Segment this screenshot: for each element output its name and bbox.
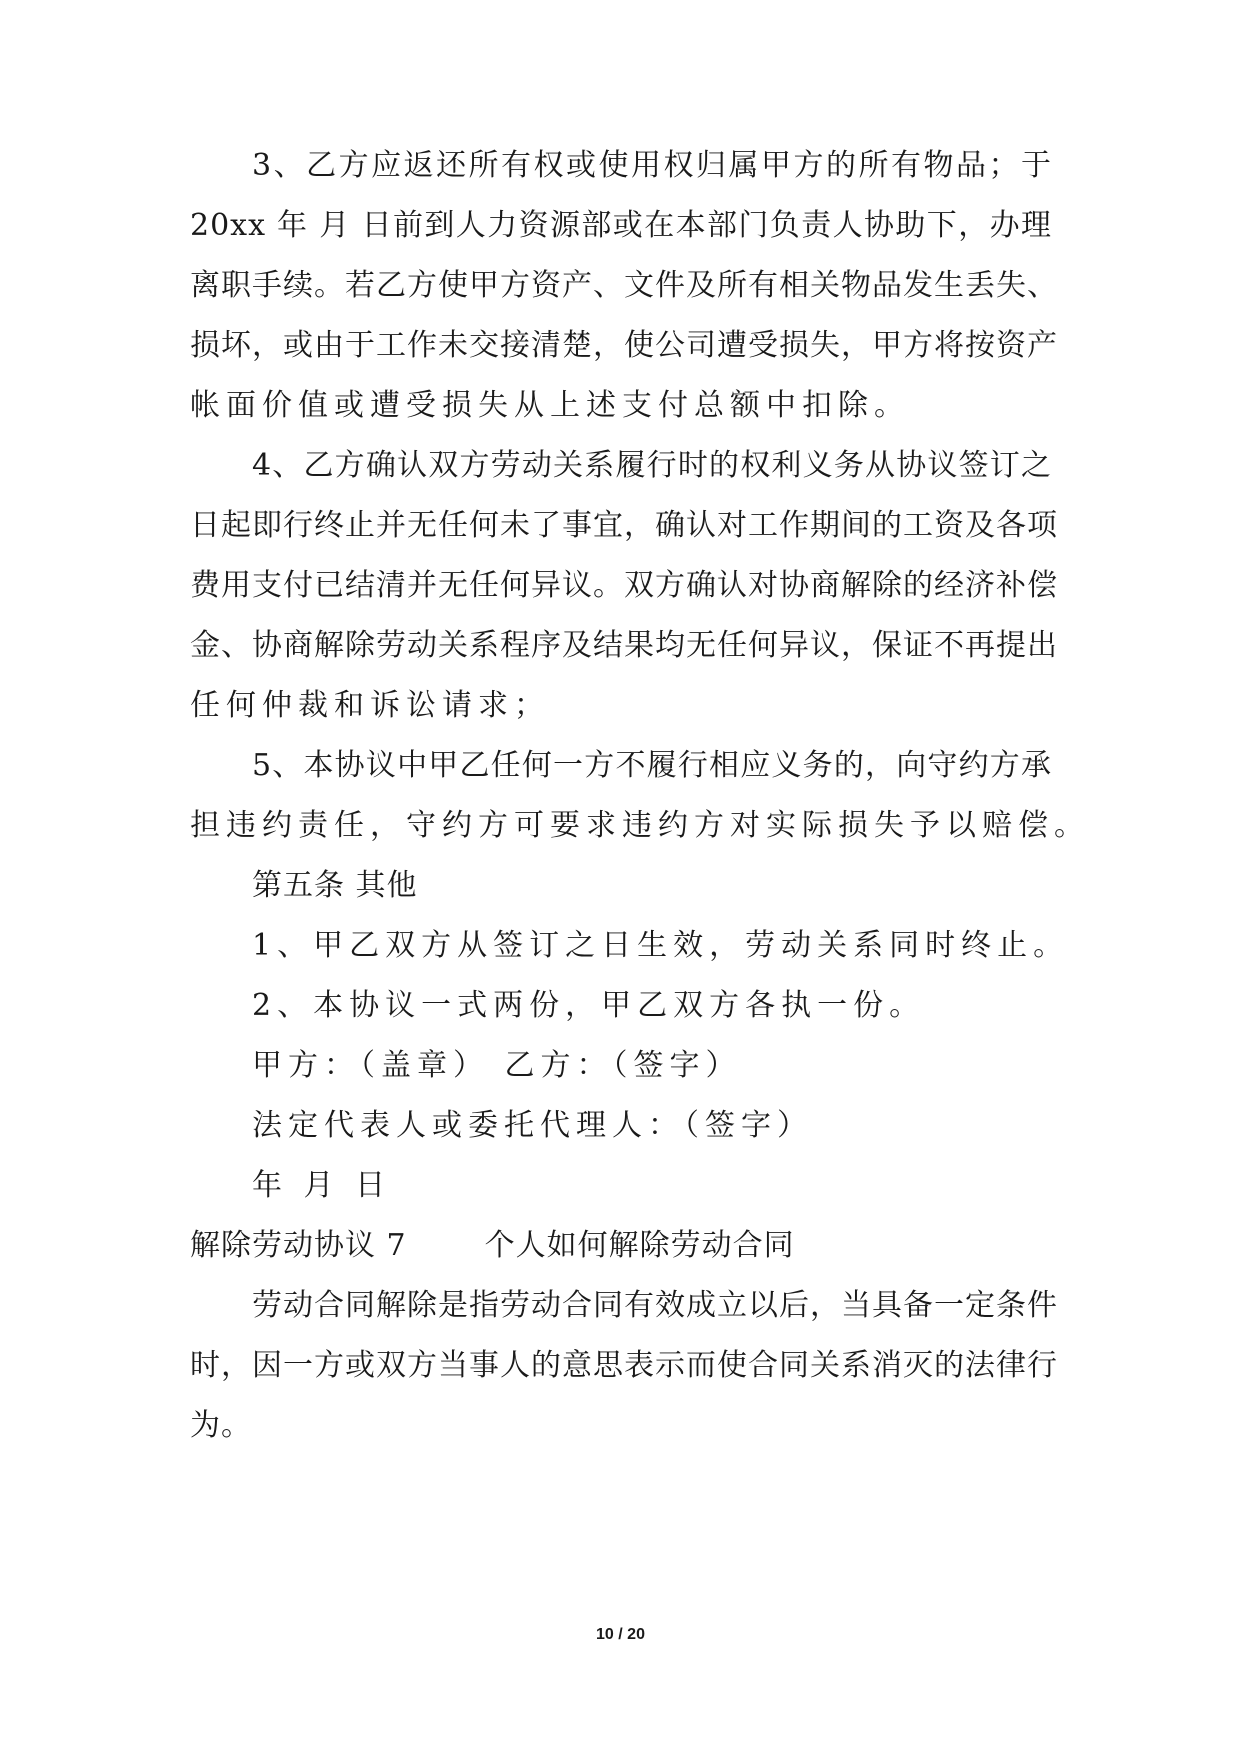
closing-paragraph-line-2: 时，因一方或双方当事人的意思表示而使合同关系消灭的法律行 bbox=[190, 1348, 1058, 1383]
paragraph-4-line-2: 日起即行终止并无任何未了事宜，确认对工作期间的工资及各项 bbox=[190, 508, 1058, 543]
legal-representative-line: 法定代表人或委托代理人：（签字） bbox=[252, 1108, 813, 1143]
paragraph-4-line-4: 金、协商解除劳动关系程序及结果均无任何异议，保证不再提出 bbox=[190, 628, 1058, 663]
paragraph-3-line-2: 20xx 年 月 日前到人力资源部或在本部门负责人协助下，办理 bbox=[190, 208, 1052, 243]
paragraph-5-line-1: 5、本协议中甲乙任何一方不履行相应义务的，向守约方承 bbox=[252, 748, 1052, 783]
closing-paragraph-line-1: 劳动合同解除是指劳动合同有效成立以后，当具备一定条件 bbox=[252, 1288, 1058, 1323]
paragraph-4-line-3: 费用支付已结清并无任何异议。双方确认对协商解除的经济补偿 bbox=[190, 568, 1058, 603]
paragraph-3-line-3: 离职手续。若乙方使甲方资产、文件及所有相关物品发生丢失、 bbox=[190, 268, 1058, 303]
paragraph-3-line-4: 损坏，或由于工作未交接清楚，使公司遭受损失，甲方将按资产 bbox=[190, 328, 1058, 363]
article-5-heading: 第五条 其他 bbox=[252, 868, 418, 903]
page-number: 10 / 20 bbox=[596, 1626, 645, 1643]
closing-paragraph-line-3: 为。 bbox=[190, 1408, 252, 1443]
paragraph-4-line-1: 4、乙方确认双方劳动关系履行时的权利义务从协议签订之 bbox=[252, 448, 1052, 483]
paragraph-4-line-5: 任何仲裁和诉讼请求； bbox=[190, 688, 550, 723]
article-5-item-2: 2、本协议一式两份，甲乙双方各执一份。 bbox=[252, 988, 926, 1023]
section-heading bbox=[190, 1226, 795, 1266]
section-heading-number: 解除劳动协议 7 bbox=[190, 1228, 407, 1263]
signature-parties-line: 甲方：（盖章） 乙方：（签字） bbox=[252, 1048, 742, 1083]
date-line: 年 月 日 bbox=[252, 1168, 392, 1203]
section-heading-title: 个人如何解除劳动合同 bbox=[484, 1228, 795, 1263]
paragraph-3-line-5: 帐面价值或遭受损失从上述支付总额中扣除。 bbox=[190, 388, 910, 423]
paragraph-3-line-1: 3、乙方应返还所有权或使用权归属甲方的所有物品；于 bbox=[252, 148, 1052, 183]
article-5-item-1: 1、甲乙双方从签订之日生效，劳动关系同时终止。 bbox=[252, 928, 1070, 963]
paragraph-5-line-2: 担违约责任，守约方可要求违约方对实际损失予以赔偿。 bbox=[190, 808, 1090, 843]
